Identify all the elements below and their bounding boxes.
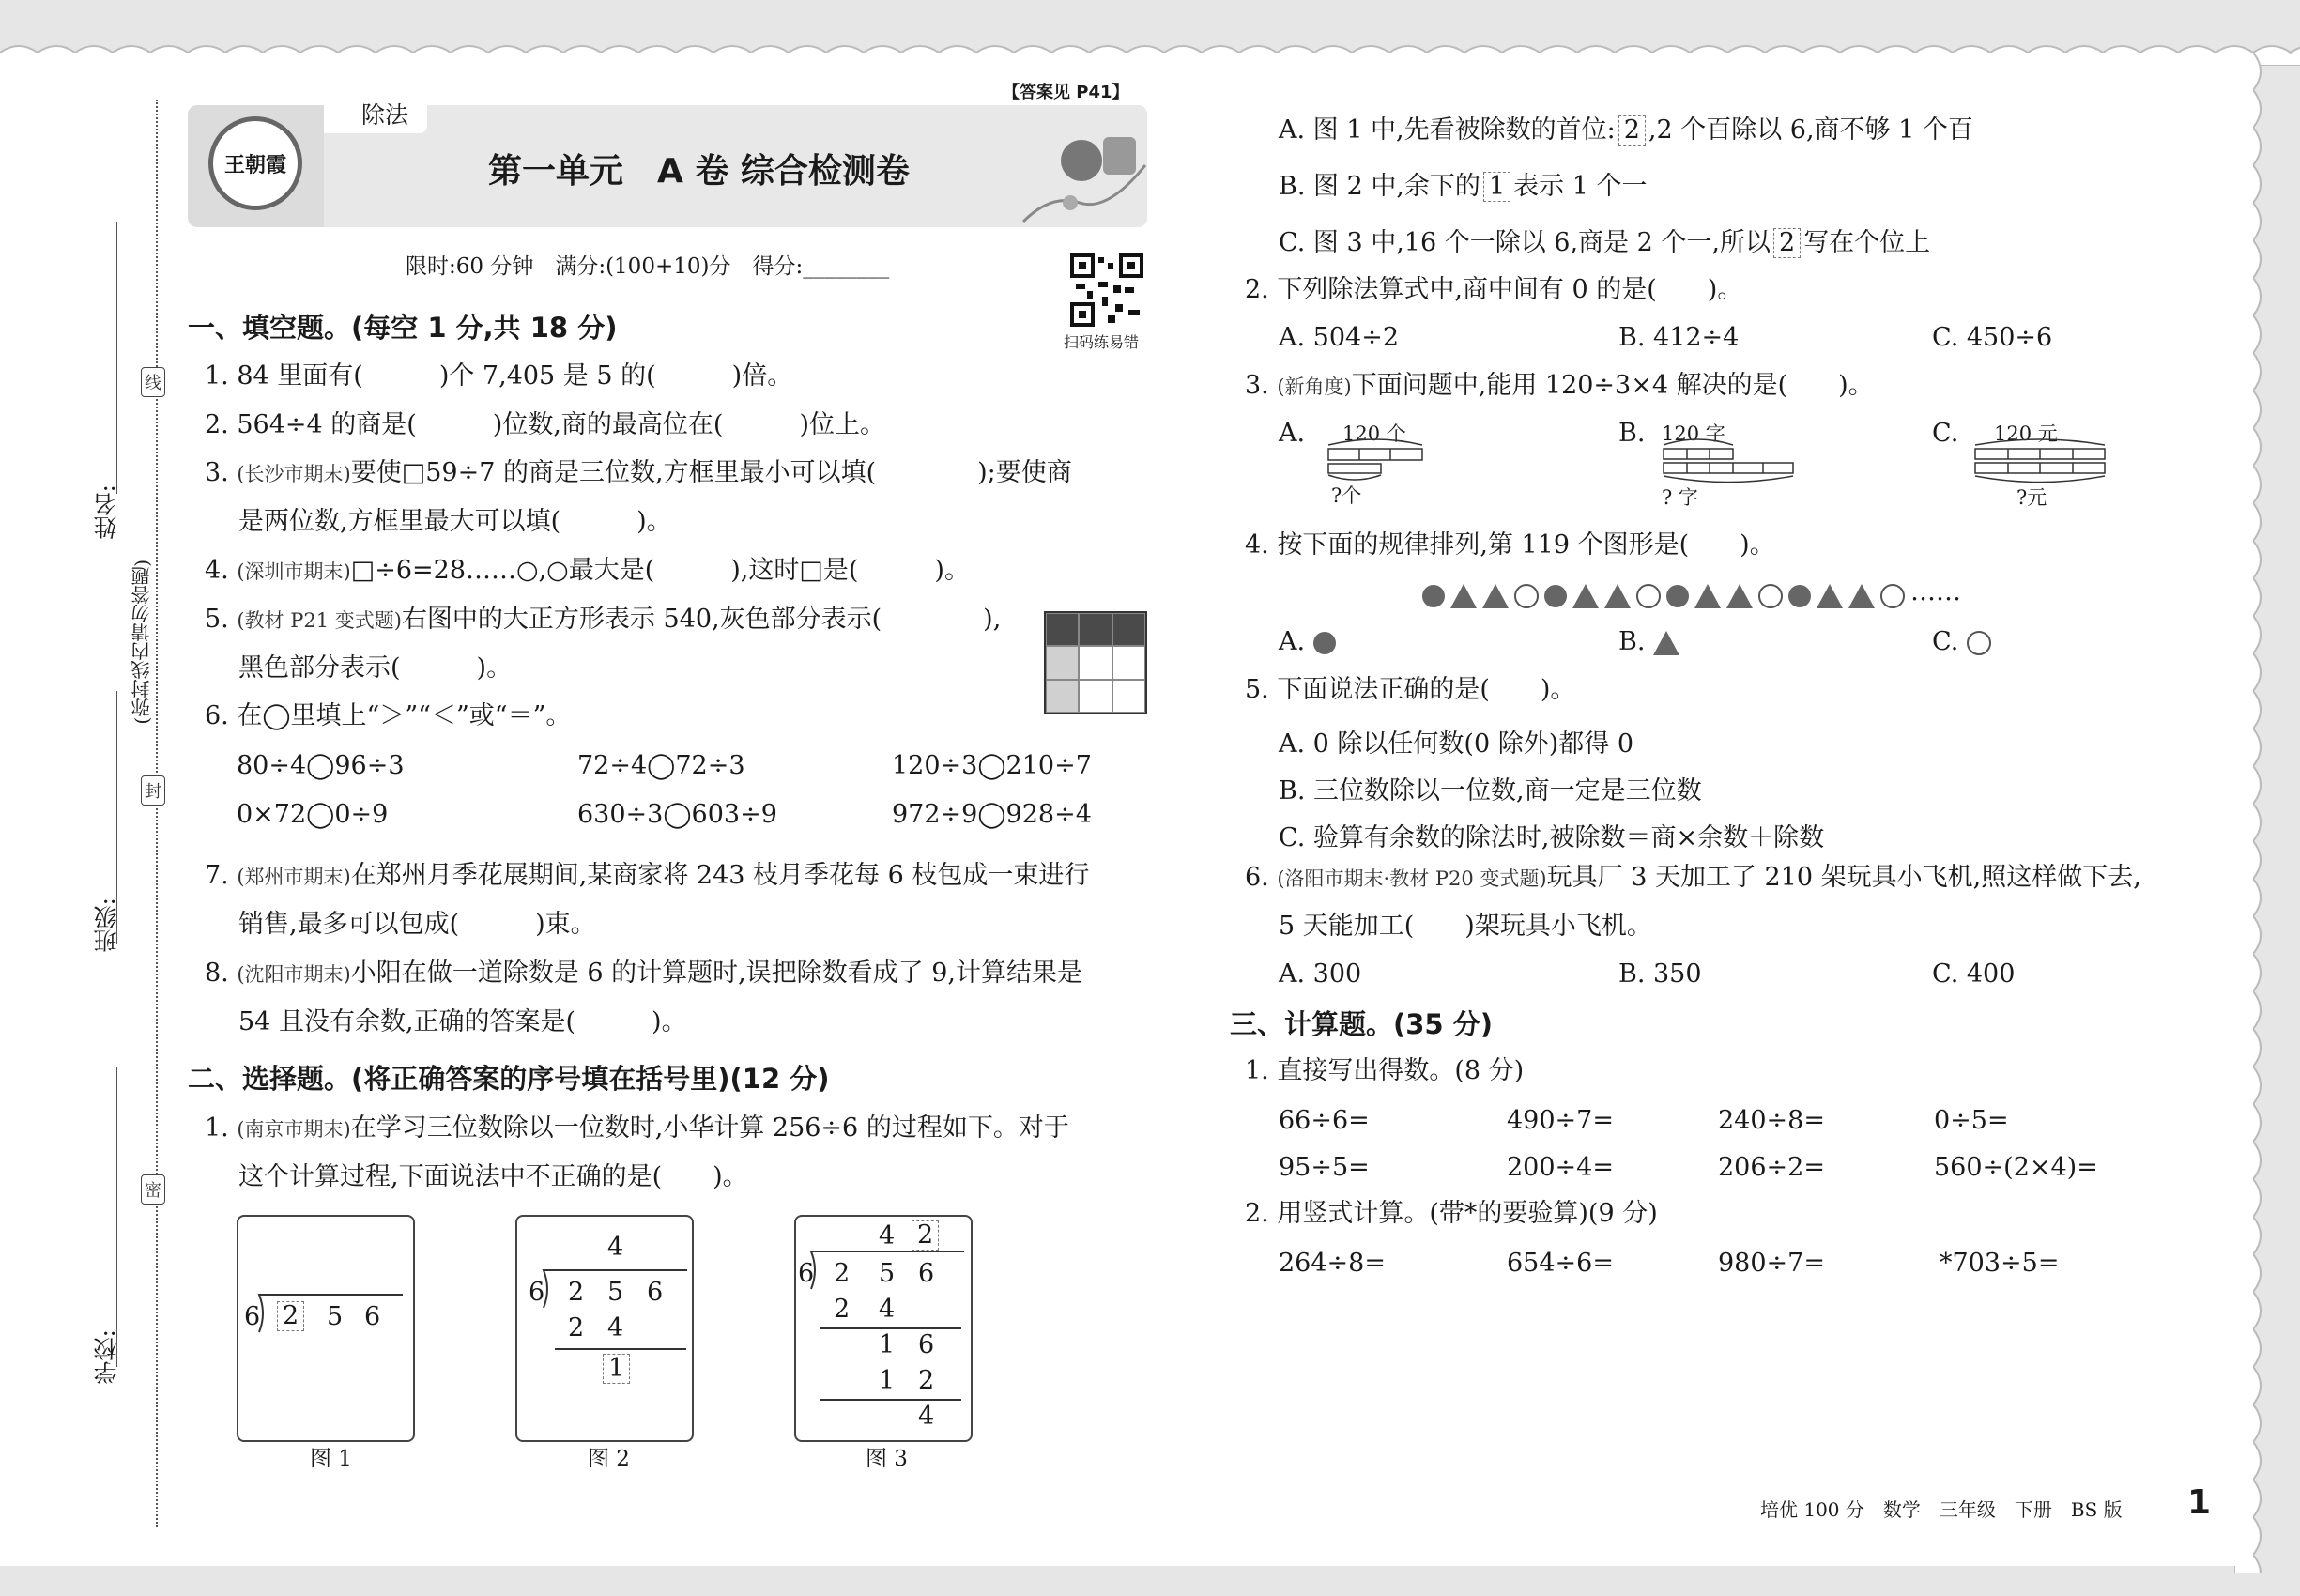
s2-q3-option-a-top: 120 个 xyxy=(1342,422,1406,445)
s2-q2-option-b: B. 412÷4 xyxy=(1618,323,1740,352)
exam-meta: 限时:60 分钟 满分:(100+10)分 得分:________ xyxy=(406,254,890,279)
s2-q3-option-a-diagram xyxy=(1324,437,1427,484)
figure-3-label: 图 3 xyxy=(866,1447,908,1471)
s1-q7: 7. (郑州市期末)在郑州月季花展期间,某商家将 243 枝月季花每 6 枝包成一束进行 xyxy=(205,861,1090,890)
s2-q1-option-a-pre: A. 图 1 中,先看被除数的首位: xyxy=(1279,115,1616,145)
s2-q1-option-c-pre: C. 图 3 中,16 个一除以 6,商是 2 个一,所以 xyxy=(1279,228,1771,257)
topic-label: 除法 xyxy=(361,101,409,129)
qr-label: 扫码练易错 xyxy=(1064,333,1140,351)
s1-q7-source: (郑州市期末) xyxy=(237,866,351,888)
s1-q8-text-a: 小阳在做一道除数是 6 的计算题时,误把除数看成了 9,计算结果是 xyxy=(350,959,1083,988)
seal-note: (弥封线内请勿答题) xyxy=(130,560,153,725)
s2-q4-option-a xyxy=(1279,627,1342,656)
s2-q3-option-b-letter: B. xyxy=(1618,419,1646,448)
s2-q4-option-c xyxy=(1932,627,1997,656)
s3-q1-item-4: 0÷5= xyxy=(1934,1106,2009,1135)
s2-q5-option-b: B. 三位数除以一位数,商一定是三位数 xyxy=(1279,776,1702,806)
s3-q2-item-3: 980÷7= xyxy=(1718,1249,1825,1278)
pattern-circle-filled-icon xyxy=(1544,585,1567,607)
s1-q3-cont: 是两位数,方框里最大可以填( )。 xyxy=(238,507,672,536)
s1-q4-source: (深圳市期末) xyxy=(237,560,351,583)
s2-q6-option-a: A. 300 xyxy=(1279,959,1362,989)
pattern-triangle-icon xyxy=(1482,584,1509,608)
qr-code xyxy=(1070,253,1143,327)
footer-info: 培优 100 分 数学 三年级 下册 BS 版 xyxy=(1760,1498,2123,1521)
s1-q5-text-a: 右图中的大正方形表示 540,灰色部分表示( ), xyxy=(401,605,1002,634)
s3-q1-item-5: 95÷5= xyxy=(1279,1153,1370,1182)
pattern-triangle-icon xyxy=(1694,584,1721,608)
s2-q1-cont: 这个计算过程,下面说法中不正确的是( )。 xyxy=(238,1162,748,1191)
fig3-quotient-1: 4 xyxy=(879,1221,896,1251)
s2-q2-option-a: A. 504÷2 xyxy=(1279,323,1399,352)
s1-q5: 5. (教材 P21 变式题)右图中的大正方形表示 540,灰色部分表示( ), xyxy=(205,605,1002,634)
s2-q1-option-b-pre: B. 图 2 中,余下的 xyxy=(1279,172,1480,201)
seal-mark: 封 xyxy=(141,775,165,806)
class-label: 班级: xyxy=(93,898,120,953)
s2-q1-option-a-box: 2 xyxy=(1618,115,1646,146)
s1-q4: 4. (深圳市期末)□÷6=28……○,○最大是( ),这时□是( )。 xyxy=(205,556,970,585)
pattern-circle-filled-icon xyxy=(1788,585,1811,607)
s3-q1-item-8: 560÷(2×4)= xyxy=(1934,1153,2098,1182)
s2-q1-source: (南京市期末) xyxy=(237,1118,351,1141)
s3-q2-item-1: 264÷8= xyxy=(1279,1249,1386,1278)
s3-q2: 2. 用竖式计算。(带*的要验算)(9 分) xyxy=(1245,1199,1658,1228)
fig3-digit-2: 5 xyxy=(879,1259,896,1288)
pattern-ellipsis: …… xyxy=(1910,577,1961,606)
page-title: 第一单元 A 卷 综合检测卷 xyxy=(488,152,910,191)
s2-q4-option-b xyxy=(1618,627,1685,656)
s1-q7-text-a: 在郑州月季花展期间,某商家将 243 枝月季花每 6 枝包成一束进行 xyxy=(350,861,1090,890)
s2-q3-option-c-diagram xyxy=(1971,437,2112,489)
s1-q5-cont: 黑色部分表示( )。 xyxy=(238,653,513,683)
s2-q1-option-c-box: 2 xyxy=(1773,228,1801,258)
fig2-digit-1: 2 xyxy=(568,1278,585,1307)
pattern-circle-hollow-icon xyxy=(1880,584,1905,608)
fig3-remainder: 4 xyxy=(918,1402,935,1431)
fig3-step2-b: 6 xyxy=(918,1330,935,1359)
logo xyxy=(208,116,302,210)
s1-q8-source: (沈阳市期末) xyxy=(237,963,351,986)
s2-q1-option-c xyxy=(1279,222,1930,258)
fig3-digit-1: 2 xyxy=(834,1259,851,1288)
s2-q6-text-a: 玩具厂 3 天加工了 210 架玩具小飞机,照这样做下去, xyxy=(1546,863,2141,892)
fig3-line-2 xyxy=(820,1399,961,1401)
fig2-digit-3: 6 xyxy=(647,1278,664,1307)
fig2-product-1: 2 xyxy=(568,1313,585,1343)
figure-2-label: 图 2 xyxy=(588,1447,630,1471)
pattern-circle-filled-icon xyxy=(1422,585,1445,607)
figure-1 xyxy=(237,1215,415,1442)
s3-q2-item-2: 654÷6= xyxy=(1507,1249,1614,1278)
fig3-step3-b: 2 xyxy=(918,1366,935,1395)
s1-q2: 2. 564÷4 的商是( )位数,商的最高位在( )位上。 xyxy=(205,410,885,439)
fig3-step2-a: 1 xyxy=(879,1330,896,1359)
line-mark: 线 xyxy=(141,367,165,397)
fig2-divisor: 6 xyxy=(529,1278,545,1307)
section3-heading: 三、计算题。(35 分) xyxy=(1230,1008,1493,1040)
fig1-digit-3: 6 xyxy=(364,1302,381,1331)
square-figure xyxy=(1044,611,1147,714)
pattern-triangle-icon xyxy=(1604,584,1631,608)
s3-q1-item-1: 66÷6= xyxy=(1279,1106,1370,1135)
s3-q1: 1. 直接写出得数。(8 分) xyxy=(1245,1056,1525,1085)
s2-q2-option-c: C. 450÷6 xyxy=(1932,323,2053,352)
s2-q1-text-a: 在学习三位数除以一位数时,小华计算 256÷6 的过程如下。对于 xyxy=(350,1113,1069,1143)
s2-q3-option-b-bottom: ? 字 xyxy=(1662,486,1698,509)
pattern-circle-hollow-icon xyxy=(1758,584,1783,608)
s2-q3-option-c-bottom: ?元 xyxy=(2016,486,2047,509)
s1-q6-item-6: 972÷9◯928÷4 xyxy=(892,800,1092,829)
pattern-triangle-icon xyxy=(1726,584,1753,608)
fig3-divisor: 6 xyxy=(798,1259,815,1288)
s1-q6: 6. 在◯里填上“＞”“＜”或“＝”。 xyxy=(205,701,572,730)
s2-q6-source: (洛阳市期末·教材 P20 变式题) xyxy=(1277,867,1547,890)
s2-q4-option-b-letter: B. xyxy=(1618,627,1646,656)
s2-q4-pattern xyxy=(1422,578,1961,606)
s2-q1: 1. (南京市期末)在学习三位数除以一位数时,小华计算 256÷6 的过程如下。对于 xyxy=(205,1113,1069,1143)
fig1-digit-2: 5 xyxy=(327,1302,344,1331)
s1-q5-source: (教材 P21 变式题) xyxy=(237,609,402,632)
s3-q1-item-2: 490÷7= xyxy=(1507,1106,1614,1135)
logo-text: 王朝霞 xyxy=(224,153,287,177)
s3-q1-item-7: 206÷2= xyxy=(1718,1153,1825,1182)
fig2-line xyxy=(555,1348,686,1350)
fig1-divisor: 6 xyxy=(244,1302,261,1331)
s2-q6-cont: 5 天能加工( )架玩具小飞机。 xyxy=(1279,912,1652,941)
s1-q6-item-1: 80÷4◯96÷3 xyxy=(237,751,405,780)
fig3-line-1 xyxy=(820,1327,961,1329)
s1-q3-text-a: 要使□59÷7 的商是三位数,方框里最小可以填( );要使商 xyxy=(350,458,1072,487)
s2-q3: 3. (新角度)下面问题中,能用 120÷3×4 解决的是( )。 xyxy=(1245,371,1874,400)
page-number: 1 xyxy=(2187,1483,2212,1522)
fig1-digit-1: 2 xyxy=(277,1301,304,1331)
mascot-illustration xyxy=(1014,109,1155,231)
s2-q1-option-c-post: 写在个位上 xyxy=(1803,228,1931,257)
s2-q3-source: (新角度) xyxy=(1277,376,1352,398)
circle-filled-icon xyxy=(1313,632,1336,654)
s1-q8: 8. (沈阳市期末)小阳在做一道除数是 6 的计算题时,误把除数看成了 9,计算结果是 xyxy=(205,959,1083,988)
fig3-digit-3: 6 xyxy=(918,1259,935,1288)
fig3-step1-b: 4 xyxy=(879,1295,896,1324)
s2-q3-option-a-bottom: ?个 xyxy=(1331,484,1362,507)
s2-q5-option-c: C. 验算有余数的除法时,被除数＝商×余数＋除数 xyxy=(1279,823,1825,852)
s2-q3-text: 下面问题中,能用 120÷3×4 解决的是( )。 xyxy=(1351,371,1874,400)
pattern-triangle-icon xyxy=(1848,584,1875,608)
s2-q1-option-b-box: 1 xyxy=(1483,172,1510,202)
s3-q1-item-3: 240÷8= xyxy=(1718,1106,1825,1135)
binding-dotted-line xyxy=(156,100,158,1527)
s2-q3-option-c-letter: C. xyxy=(1932,419,1959,448)
s2-q2: 2. 下列除法算式中,商中间有 0 的是( )。 xyxy=(1245,275,1743,304)
section2-heading: 二、选择题。(将正确答案的序号填在括号里)(12 分) xyxy=(188,1063,830,1095)
s2-q6: 6. (洛阳市期末·教材 P20 变式题)玩具厂 3 天加工了 210 架玩具小飞机,照这样做下去, xyxy=(1245,863,2141,892)
fig2-product-2: 4 xyxy=(607,1313,624,1343)
s2-q4-option-c-letter: C. xyxy=(1932,627,1959,656)
s3-q2-item-4: *703÷5= xyxy=(1940,1249,2060,1278)
name-underline xyxy=(116,222,117,494)
pattern-triangle-icon xyxy=(1450,584,1477,608)
seal2-mark: 密 xyxy=(141,1174,165,1205)
s1-q6-item-4: 0×72◯0÷9 xyxy=(237,800,389,829)
figure-1-label: 图 1 xyxy=(310,1447,352,1471)
pattern-circle-filled-icon xyxy=(1666,585,1689,607)
fig3-step1-a: 2 xyxy=(834,1295,851,1324)
s1-q4-text: □÷6=28……○,○最大是( ),这时□是( )。 xyxy=(350,556,970,585)
pattern-circle-hollow-icon xyxy=(1636,584,1661,608)
s2-q3-option-a-letter: A. xyxy=(1279,419,1306,448)
s2-q3-option-b-top: 120 字 xyxy=(1662,422,1725,445)
s2-q1-option-a-post: ,2 个百除以 6,商不够 1 个百 xyxy=(1648,115,1973,145)
s2-q1-option-a xyxy=(1279,109,1973,146)
s1-q3: 3. (长沙市期末)要使□59÷7 的商是三位数,方框里最小可以填( );要使商 xyxy=(205,458,1072,487)
s1-q1: 1. 84 里面有( )个 7,405 是 5 的( )倍。 xyxy=(205,361,793,391)
section1-heading: 一、填空题。(每空 1 分,共 18 分) xyxy=(188,312,618,344)
figure-3 xyxy=(794,1215,973,1442)
pattern-triangle-icon xyxy=(1817,584,1843,608)
fig3-quotient-2: 2 xyxy=(912,1220,939,1251)
s1-q3-source: (长沙市期末) xyxy=(237,463,351,485)
fig2-digit-2: 5 xyxy=(607,1278,624,1307)
fig2-remainder: 1 xyxy=(603,1354,630,1384)
s2-q3-option-c-top: 120 元 xyxy=(1994,422,2058,445)
s2-q1-option-b-post: 表示 1 个一 xyxy=(1513,172,1648,201)
circle-hollow-icon xyxy=(1967,631,1991,655)
fig2-quotient: 4 xyxy=(607,1233,624,1262)
s2-q1-option-b xyxy=(1279,165,1647,202)
name-label: 姓名: xyxy=(93,484,120,540)
pattern-triangle-icon xyxy=(1572,584,1599,608)
figure-2 xyxy=(515,1215,694,1442)
answer-ref: 【答案见 P41】 xyxy=(1003,83,1129,102)
s1-q6-item-5: 630÷3◯603÷9 xyxy=(577,800,777,829)
s1-q7-cont: 销售,最多可以包成( )束。 xyxy=(238,910,596,939)
s3-q1-item-6: 200÷4= xyxy=(1507,1153,1614,1182)
s2-q6-option-c: C. 400 xyxy=(1932,959,2016,989)
pattern-circle-hollow-icon xyxy=(1514,584,1539,608)
exam-sheet xyxy=(0,53,2253,1566)
school-underline xyxy=(116,1067,117,1367)
s2-q5: 5. 下面说法正确的是( )。 xyxy=(1245,675,1576,704)
s2-q4-option-a-letter: A. xyxy=(1279,627,1306,656)
school-label: 学校: xyxy=(93,1329,120,1385)
fig3-step3-a: 1 xyxy=(879,1366,896,1395)
s1-q6-item-3: 120÷3◯210÷7 xyxy=(892,751,1092,780)
s2-q3-option-b-diagram xyxy=(1660,437,1801,489)
s1-q8-cont: 54 且没有余数,正确的答案是( )。 xyxy=(238,1007,687,1036)
s2-q6-option-b: B. 350 xyxy=(1618,959,1702,989)
s2-q5-option-a: A. 0 除以任何数(0 除外)都得 0 xyxy=(1279,729,1634,759)
triangle-icon xyxy=(1653,631,1679,655)
s1-q6-item-2: 72÷4◯72÷3 xyxy=(577,751,745,780)
s2-q4: 4. 按下面的规律排列,第 119 个图形是( )。 xyxy=(1245,530,1775,560)
